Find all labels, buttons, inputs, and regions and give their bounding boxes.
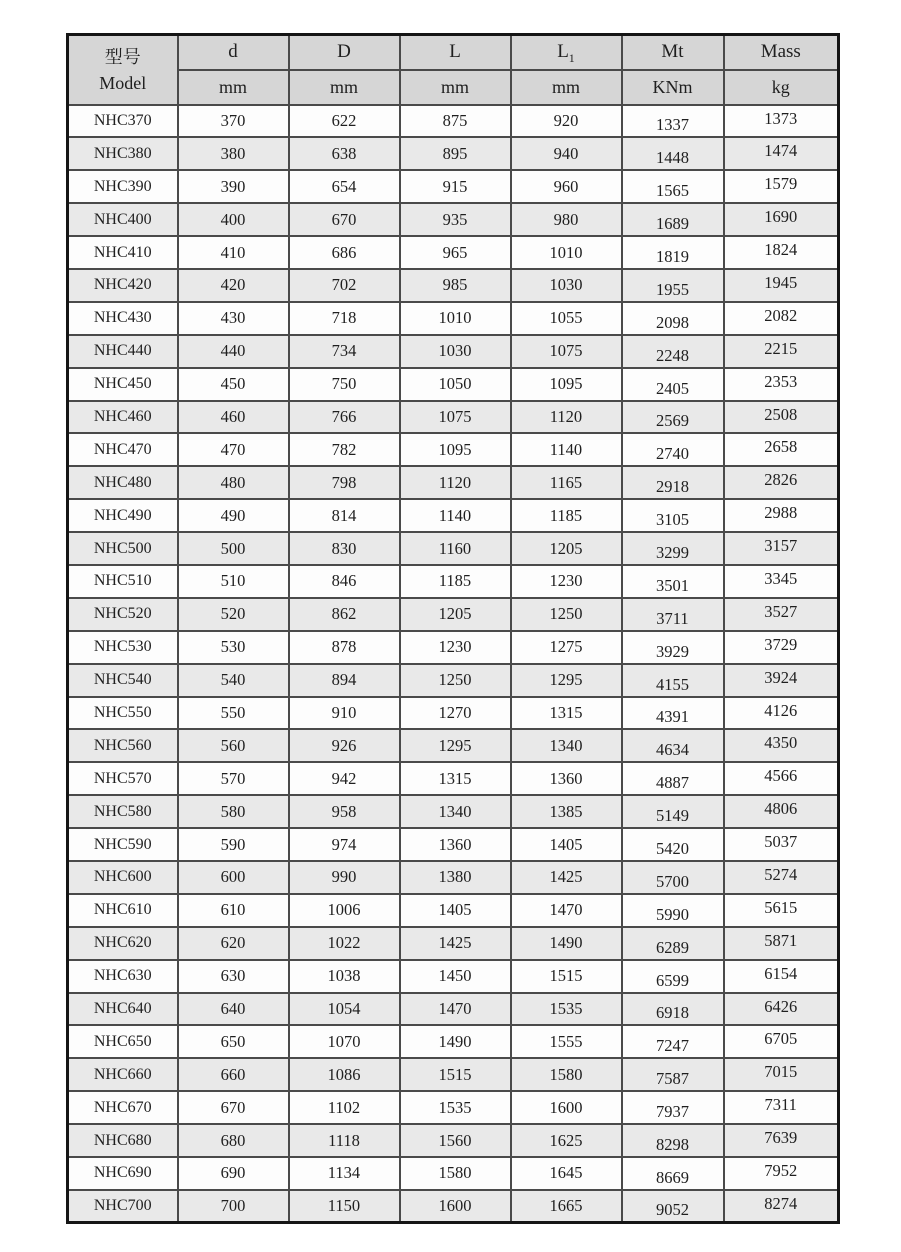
- cell-model: NHC510: [68, 565, 178, 598]
- cell-D: 910: [289, 697, 400, 730]
- cell-d: 690: [178, 1157, 289, 1190]
- cell-D: 878: [289, 631, 400, 664]
- header-label-row: [68, 35, 839, 70]
- cell-Mass: 1945: [724, 269, 839, 302]
- cell-Mt: 3711: [622, 598, 724, 631]
- table-row: [68, 828, 839, 861]
- cell-L1: 1645: [511, 1157, 622, 1190]
- cell-model: NHC390: [68, 170, 178, 203]
- cell-model: NHC580: [68, 795, 178, 828]
- cell-L1: 1405: [511, 828, 622, 861]
- cell-d: 400: [178, 203, 289, 236]
- table-row: [68, 302, 839, 335]
- table-row: [68, 1091, 839, 1124]
- table-row: [68, 927, 839, 960]
- cell-Mass: 3345: [724, 565, 839, 598]
- cell-Mt: 1337: [622, 105, 724, 138]
- table-row: [68, 762, 839, 795]
- cell-Mt: 4391: [622, 697, 724, 730]
- cell-Mt: 1689: [622, 203, 724, 236]
- cell-L: 965: [400, 236, 511, 269]
- cell-L: 1270: [400, 697, 511, 730]
- cell-L1: 1555: [511, 1025, 622, 1058]
- cell-Mass: 4350: [724, 729, 839, 762]
- table-body: [68, 105, 839, 1223]
- header-model-en: Model: [99, 72, 147, 93]
- cell-model: NHC500: [68, 532, 178, 565]
- cell-Mt: 6599: [622, 960, 724, 993]
- cell-Mt: 6289: [622, 927, 724, 960]
- cell-Mass: 5274: [724, 861, 839, 894]
- cell-L1: 1095: [511, 368, 622, 401]
- cell-L1: 1425: [511, 861, 622, 894]
- cell-D: 1022: [289, 927, 400, 960]
- cell-model: NHC490: [68, 499, 178, 532]
- cell-d: 410: [178, 236, 289, 269]
- cell-D: 1038: [289, 960, 400, 993]
- cell-model: NHC420: [68, 269, 178, 302]
- table-row: [68, 861, 839, 894]
- cell-Mt: 5420: [622, 828, 724, 861]
- cell-model: NHC410: [68, 236, 178, 269]
- cell-L1: 1165: [511, 466, 622, 499]
- cell-d: 650: [178, 1025, 289, 1058]
- cell-Mt: 1448: [622, 137, 724, 170]
- cell-model: NHC560: [68, 729, 178, 762]
- cell-d: 630: [178, 960, 289, 993]
- header-model-cn: 型号: [104, 46, 141, 67]
- table-row: [68, 795, 839, 828]
- cell-model: NHC460: [68, 401, 178, 434]
- cell-L: 1250: [400, 664, 511, 697]
- cell-Mt: 2740: [622, 433, 724, 466]
- table-row: [68, 532, 839, 565]
- cell-d: 700: [178, 1190, 289, 1223]
- cell-D: 1102: [289, 1091, 400, 1124]
- cell-Mass: 2215: [724, 335, 839, 368]
- cell-L: 1295: [400, 729, 511, 762]
- cell-d: 420: [178, 269, 289, 302]
- cell-model: NHC550: [68, 697, 178, 730]
- cell-d: 440: [178, 335, 289, 368]
- cell-Mass: 2082: [724, 302, 839, 335]
- cell-model: NHC700: [68, 1190, 178, 1223]
- table-row: [68, 105, 839, 138]
- cell-Mass: 3924: [724, 664, 839, 697]
- cell-d: 530: [178, 631, 289, 664]
- cell-Mass: 6705: [724, 1025, 839, 1058]
- cell-model: NHC680: [68, 1124, 178, 1157]
- cell-d: 370: [178, 105, 289, 138]
- cell-L: 1535: [400, 1091, 511, 1124]
- table-row: [68, 598, 839, 631]
- table-row: [68, 401, 839, 434]
- cell-L1: 1075: [511, 335, 622, 368]
- cell-L: 1560: [400, 1124, 511, 1157]
- cell-L1: 980: [511, 203, 622, 236]
- cell-model: NHC660: [68, 1058, 178, 1091]
- cell-Mass: 6154: [724, 960, 839, 993]
- table-row: [68, 1025, 839, 1058]
- cell-D: 686: [289, 236, 400, 269]
- cell-L: 1075: [400, 401, 511, 434]
- cell-d: 500: [178, 532, 289, 565]
- cell-Mass: 2353: [724, 368, 839, 401]
- cell-d: 390: [178, 170, 289, 203]
- cell-model: NHC450: [68, 368, 178, 401]
- cell-L: 1425: [400, 927, 511, 960]
- cell-d: 450: [178, 368, 289, 401]
- cell-Mass: 5615: [724, 894, 839, 927]
- cell-L1: 1275: [511, 631, 622, 664]
- cell-Mass: 2508: [724, 401, 839, 434]
- cell-d: 430: [178, 302, 289, 335]
- cell-L1: 1030: [511, 269, 622, 302]
- cell-D: 622: [289, 105, 400, 138]
- cell-d: 670: [178, 1091, 289, 1124]
- cell-D: 750: [289, 368, 400, 401]
- cell-Mass: 7015: [724, 1058, 839, 1091]
- cell-model: NHC620: [68, 927, 178, 960]
- header-L1: $L_1$: [511, 35, 622, 70]
- cell-Mass: 5871: [724, 927, 839, 960]
- table-row: [68, 236, 839, 269]
- cell-Mt: 1819: [622, 236, 724, 269]
- table-row: [68, 335, 839, 368]
- cell-L: 1380: [400, 861, 511, 894]
- cell-D: 1150: [289, 1190, 400, 1223]
- unit-Mt: KNm: [622, 70, 724, 105]
- cell-Mass: 2826: [724, 466, 839, 499]
- table-row: [68, 137, 839, 170]
- cell-model: NHC370: [68, 105, 178, 138]
- cell-Mt: 3501: [622, 565, 724, 598]
- cell-D: 814: [289, 499, 400, 532]
- cell-D: 990: [289, 861, 400, 894]
- cell-L: 895: [400, 137, 511, 170]
- cell-L: 1140: [400, 499, 511, 532]
- cell-model: NHC650: [68, 1025, 178, 1058]
- cell-L1: 1295: [511, 664, 622, 697]
- table-header: [68, 35, 839, 105]
- cell-Mt: 8669: [622, 1157, 724, 1190]
- cell-Mt: 2569: [622, 401, 724, 434]
- cell-model: NHC470: [68, 433, 178, 466]
- cell-L: 1515: [400, 1058, 511, 1091]
- cell-L1: 1140: [511, 433, 622, 466]
- header-Mt: Mt: [622, 35, 724, 70]
- cell-D: 1086: [289, 1058, 400, 1091]
- cell-Mt: 1955: [622, 269, 724, 302]
- cell-model: NHC670: [68, 1091, 178, 1124]
- table-row: [68, 433, 839, 466]
- cell-Mass: 8274: [724, 1190, 839, 1223]
- cell-Mt: 2098: [622, 302, 724, 335]
- cell-d: 520: [178, 598, 289, 631]
- cell-model: NHC440: [68, 335, 178, 368]
- unit-d: mm: [178, 70, 289, 105]
- table-row: [68, 1124, 839, 1157]
- table-row: [68, 631, 839, 664]
- cell-d: 460: [178, 401, 289, 434]
- cell-Mt: 7937: [622, 1091, 724, 1124]
- cell-L: 985: [400, 269, 511, 302]
- cell-L: 1030: [400, 335, 511, 368]
- cell-model: NHC570: [68, 762, 178, 795]
- cell-L: 935: [400, 203, 511, 236]
- cell-D: 638: [289, 137, 400, 170]
- cell-Mass: 7952: [724, 1157, 839, 1190]
- cell-L: 1095: [400, 433, 511, 466]
- cell-L1: 940: [511, 137, 622, 170]
- cell-L: 1050: [400, 368, 511, 401]
- cell-L1: 1315: [511, 697, 622, 730]
- cell-L1: 1470: [511, 894, 622, 927]
- cell-d: 540: [178, 664, 289, 697]
- cell-D: 734: [289, 335, 400, 368]
- cell-L1: 1055: [511, 302, 622, 335]
- cell-L1: 1385: [511, 795, 622, 828]
- cell-D: 1134: [289, 1157, 400, 1190]
- table-row: [68, 664, 839, 697]
- cell-D: 958: [289, 795, 400, 828]
- cell-D: 718: [289, 302, 400, 335]
- cell-D: 830: [289, 532, 400, 565]
- cell-model: NHC630: [68, 960, 178, 993]
- cell-model: NHC380: [68, 137, 178, 170]
- cell-Mt: 3299: [622, 532, 724, 565]
- cell-Mt: 5149: [622, 795, 724, 828]
- cell-d: 590: [178, 828, 289, 861]
- cell-Mass: 7639: [724, 1124, 839, 1157]
- cell-L: 915: [400, 170, 511, 203]
- unit-Mass: kg: [724, 70, 839, 105]
- cell-D: 782: [289, 433, 400, 466]
- cell-Mt: 9052: [622, 1190, 724, 1223]
- table-row: [68, 960, 839, 993]
- cell-d: 660: [178, 1058, 289, 1091]
- cell-D: 1118: [289, 1124, 400, 1157]
- cell-model: NHC600: [68, 861, 178, 894]
- cell-Mt: 2248: [622, 335, 724, 368]
- cell-Mt: 1565: [622, 170, 724, 203]
- table-row: [68, 565, 839, 598]
- unit-L: mm: [400, 70, 511, 105]
- cell-Mt: 3105: [622, 499, 724, 532]
- cell-Mass: 2658: [724, 433, 839, 466]
- cell-Mass: 2988: [724, 499, 839, 532]
- cell-L1: 1360: [511, 762, 622, 795]
- header-L: L: [400, 35, 511, 70]
- cell-L1: 1535: [511, 993, 622, 1026]
- cell-Mass: 1474: [724, 137, 839, 170]
- table-row: [68, 1157, 839, 1190]
- cell-L1: 1600: [511, 1091, 622, 1124]
- cell-D: 846: [289, 565, 400, 598]
- cell-L: 1185: [400, 565, 511, 598]
- cell-L: 1580: [400, 1157, 511, 1190]
- cell-Mt: 8298: [622, 1124, 724, 1157]
- cell-Mass: 7311: [724, 1091, 839, 1124]
- cell-d: 620: [178, 927, 289, 960]
- cell-L1: 1185: [511, 499, 622, 532]
- cell-Mass: 1824: [724, 236, 839, 269]
- cell-L1: 1230: [511, 565, 622, 598]
- spec-table: [66, 33, 840, 1224]
- cell-Mass: 3527: [724, 598, 839, 631]
- cell-d: 490: [178, 499, 289, 532]
- cell-L1: 1205: [511, 532, 622, 565]
- cell-L: 1600: [400, 1190, 511, 1223]
- cell-Mt: 5700: [622, 861, 724, 894]
- cell-D: 766: [289, 401, 400, 434]
- cell-D: 654: [289, 170, 400, 203]
- cell-Mt: 2918: [622, 466, 724, 499]
- cell-L: 1205: [400, 598, 511, 631]
- cell-d: 480: [178, 466, 289, 499]
- cell-L: 1010: [400, 302, 511, 335]
- cell-L: 1120: [400, 466, 511, 499]
- cell-Mt: 4887: [622, 762, 724, 795]
- cell-Mass: 3157: [724, 532, 839, 565]
- cell-Mt: 4155: [622, 664, 724, 697]
- cell-Mt: 6918: [622, 993, 724, 1026]
- header-model: [68, 35, 178, 105]
- cell-model: NHC520: [68, 598, 178, 631]
- cell-L: 1315: [400, 762, 511, 795]
- cell-d: 380: [178, 137, 289, 170]
- table-row: [68, 269, 839, 302]
- cell-L1: 1515: [511, 960, 622, 993]
- cell-D: 1006: [289, 894, 400, 927]
- cell-D: 942: [289, 762, 400, 795]
- cell-L1: 1340: [511, 729, 622, 762]
- cell-model: NHC640: [68, 993, 178, 1026]
- cell-d: 470: [178, 433, 289, 466]
- cell-d: 510: [178, 565, 289, 598]
- cell-Mass: 4806: [724, 795, 839, 828]
- cell-d: 570: [178, 762, 289, 795]
- cell-Mass: 4126: [724, 697, 839, 730]
- cell-Mass: 6426: [724, 993, 839, 1026]
- cell-D: 894: [289, 664, 400, 697]
- cell-model: NHC530: [68, 631, 178, 664]
- cell-L1: 1625: [511, 1124, 622, 1157]
- cell-L: 1230: [400, 631, 511, 664]
- cell-d: 580: [178, 795, 289, 828]
- cell-Mass: 5037: [724, 828, 839, 861]
- table-row: [68, 1190, 839, 1223]
- cell-Mt: 5990: [622, 894, 724, 927]
- unit-D: mm: [289, 70, 400, 105]
- cell-Mt: 4634: [622, 729, 724, 762]
- cell-d: 550: [178, 697, 289, 730]
- header-d: d: [178, 35, 289, 70]
- header-unit-row: [68, 70, 839, 105]
- cell-Mass: 4566: [724, 762, 839, 795]
- cell-L1: 920: [511, 105, 622, 138]
- cell-L: 1470: [400, 993, 511, 1026]
- cell-model: NHC590: [68, 828, 178, 861]
- cell-d: 680: [178, 1124, 289, 1157]
- cell-L1: 1010: [511, 236, 622, 269]
- cell-D: 974: [289, 828, 400, 861]
- cell-d: 560: [178, 729, 289, 762]
- table-row: [68, 466, 839, 499]
- cell-d: 600: [178, 861, 289, 894]
- cell-d: 610: [178, 894, 289, 927]
- table-row: [68, 894, 839, 927]
- table-row: [68, 203, 839, 236]
- cell-L: 1450: [400, 960, 511, 993]
- cell-L: 1490: [400, 1025, 511, 1058]
- cell-L1: 1250: [511, 598, 622, 631]
- cell-L1: 1665: [511, 1190, 622, 1223]
- cell-L1: 960: [511, 170, 622, 203]
- table-row: [68, 499, 839, 532]
- cell-model: NHC610: [68, 894, 178, 927]
- cell-L: 875: [400, 105, 511, 138]
- cell-Mt: 3929: [622, 631, 724, 664]
- cell-Mass: 1690: [724, 203, 839, 236]
- unit-L1: mm: [511, 70, 622, 105]
- cell-L1: 1490: [511, 927, 622, 960]
- cell-model: NHC430: [68, 302, 178, 335]
- cell-D: 926: [289, 729, 400, 762]
- table-row: [68, 993, 839, 1026]
- cell-Mt: 2405: [622, 368, 724, 401]
- cell-L: 1160: [400, 532, 511, 565]
- cell-Mass: 1373: [724, 105, 839, 138]
- cell-L: 1360: [400, 828, 511, 861]
- table-row: [68, 170, 839, 203]
- table-row: [68, 1058, 839, 1091]
- header-D: D: [289, 35, 400, 70]
- cell-model: NHC400: [68, 203, 178, 236]
- cell-Mt: 7247: [622, 1025, 724, 1058]
- cell-d: 640: [178, 993, 289, 1026]
- cell-Mass: 3729: [724, 631, 839, 664]
- cell-D: 1054: [289, 993, 400, 1026]
- cell-Mt: 7587: [622, 1058, 724, 1091]
- cell-model: NHC480: [68, 466, 178, 499]
- header-Mass: Mass: [724, 35, 839, 70]
- cell-L1: 1120: [511, 401, 622, 434]
- cell-L: 1405: [400, 894, 511, 927]
- cell-D: 702: [289, 269, 400, 302]
- cell-L1: 1580: [511, 1058, 622, 1091]
- cell-D: 1070: [289, 1025, 400, 1058]
- cell-model: NHC690: [68, 1157, 178, 1190]
- cell-Mass: 1579: [724, 170, 839, 203]
- cell-D: 798: [289, 466, 400, 499]
- cell-model: NHC540: [68, 664, 178, 697]
- cell-L: 1340: [400, 795, 511, 828]
- table-row: [68, 368, 839, 401]
- table-row: [68, 729, 839, 762]
- cell-D: 862: [289, 598, 400, 631]
- table-row: [68, 697, 839, 730]
- cell-D: 670: [289, 203, 400, 236]
